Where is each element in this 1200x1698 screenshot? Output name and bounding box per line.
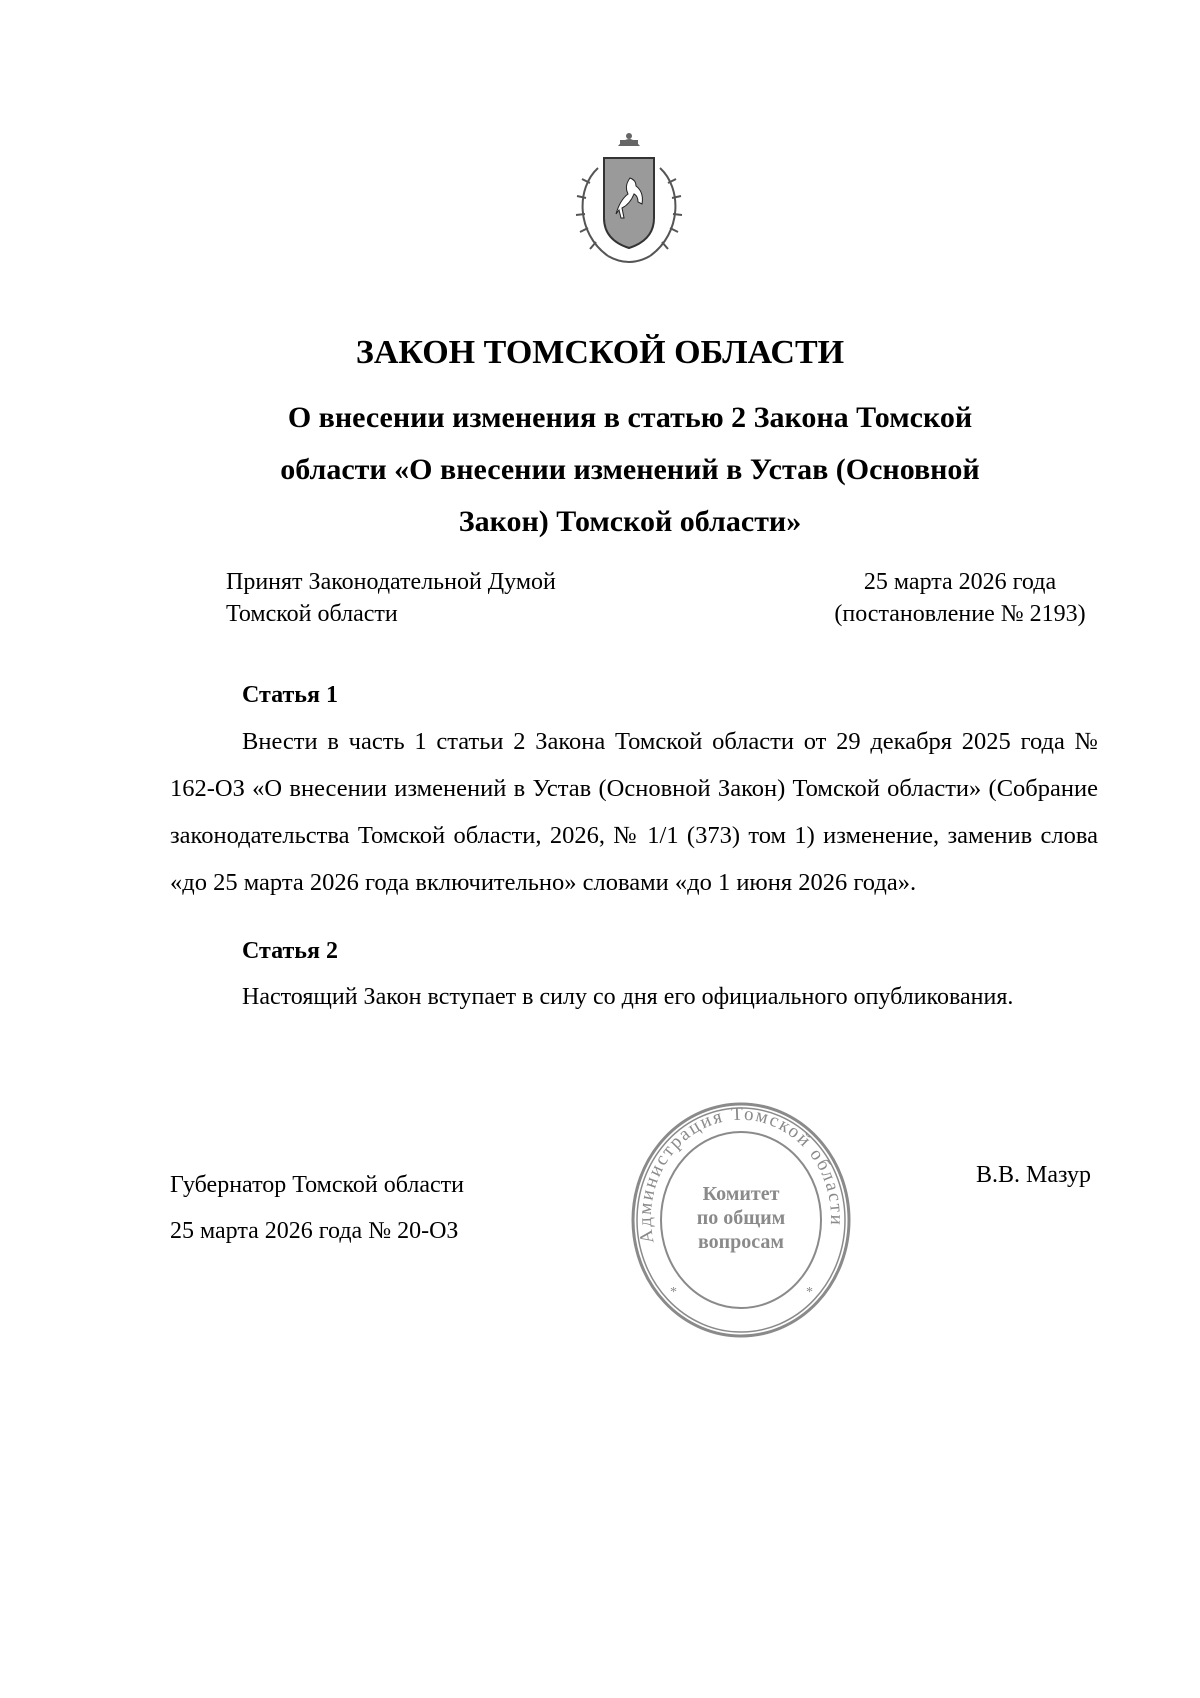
official-stamp — [626, 1100, 856, 1340]
law-subtitle — [190, 392, 1070, 548]
subtitle-line: Закон) Томской области» — [458, 505, 802, 538]
adoption-date — [820, 566, 1100, 630]
law-date-number: 25 марта 2026 года № 20-ОЗ — [170, 1218, 459, 1244]
article-1-heading: Статья 1 — [242, 682, 338, 708]
article-2-text: Настоящий Закон вступает в силу со дня его официального опубликования. — [242, 984, 1014, 1010]
article-1-text: Внести в часть 1 статьи 2 Закона Томской области от 29 декабря 2025 года № 162-ОЗ «О внесении изменений в Устав (Основной Закон) Томской области» (Собрание законодательства Томской области, 2026, № 1/1 (373) том 1) изменение, заменив слова «до 25 марта 2026 года включительно» словами «до 1 июня 2026 года». — [170, 728, 1098, 896]
adopted-by-line: Принят Законодательной Думой — [226, 569, 556, 595]
subtitle-line: О внесении изменения в статью 2 Закона Томской — [287, 401, 973, 434]
stamp-center-line: по общим — [696, 1207, 786, 1229]
stamp-star-icon: * — [670, 1285, 677, 1300]
governor-name: В.В. Мазур — [976, 1162, 1091, 1188]
resolution-number: (постановление № 2193) — [834, 601, 1086, 627]
articles — [170, 680, 1098, 1051]
law-title: ЗАКОН ТОМСКОЙ ОБЛАСТИ — [355, 334, 845, 371]
stamp-star-icon: * — [806, 1285, 813, 1300]
signature-block — [170, 1162, 464, 1254]
article-2-heading: Статья 2 — [242, 938, 338, 964]
adopted-by — [226, 566, 556, 630]
subtitle-line: области «О внесении изменений в Устав (Основной — [280, 453, 980, 486]
stamp-center-line: вопросам — [697, 1231, 785, 1253]
adoption-date-line: 25 марта 2026 года — [863, 569, 1057, 595]
stamp-center-line: Комитет — [702, 1183, 780, 1205]
coat-of-arms-emblem — [568, 128, 690, 270]
stamp-ring-text: Администрация Томской области — [634, 1103, 848, 1246]
adopted-by-line: Томской области — [226, 601, 398, 627]
governor-position: Губернатор Томской области — [170, 1172, 464, 1198]
